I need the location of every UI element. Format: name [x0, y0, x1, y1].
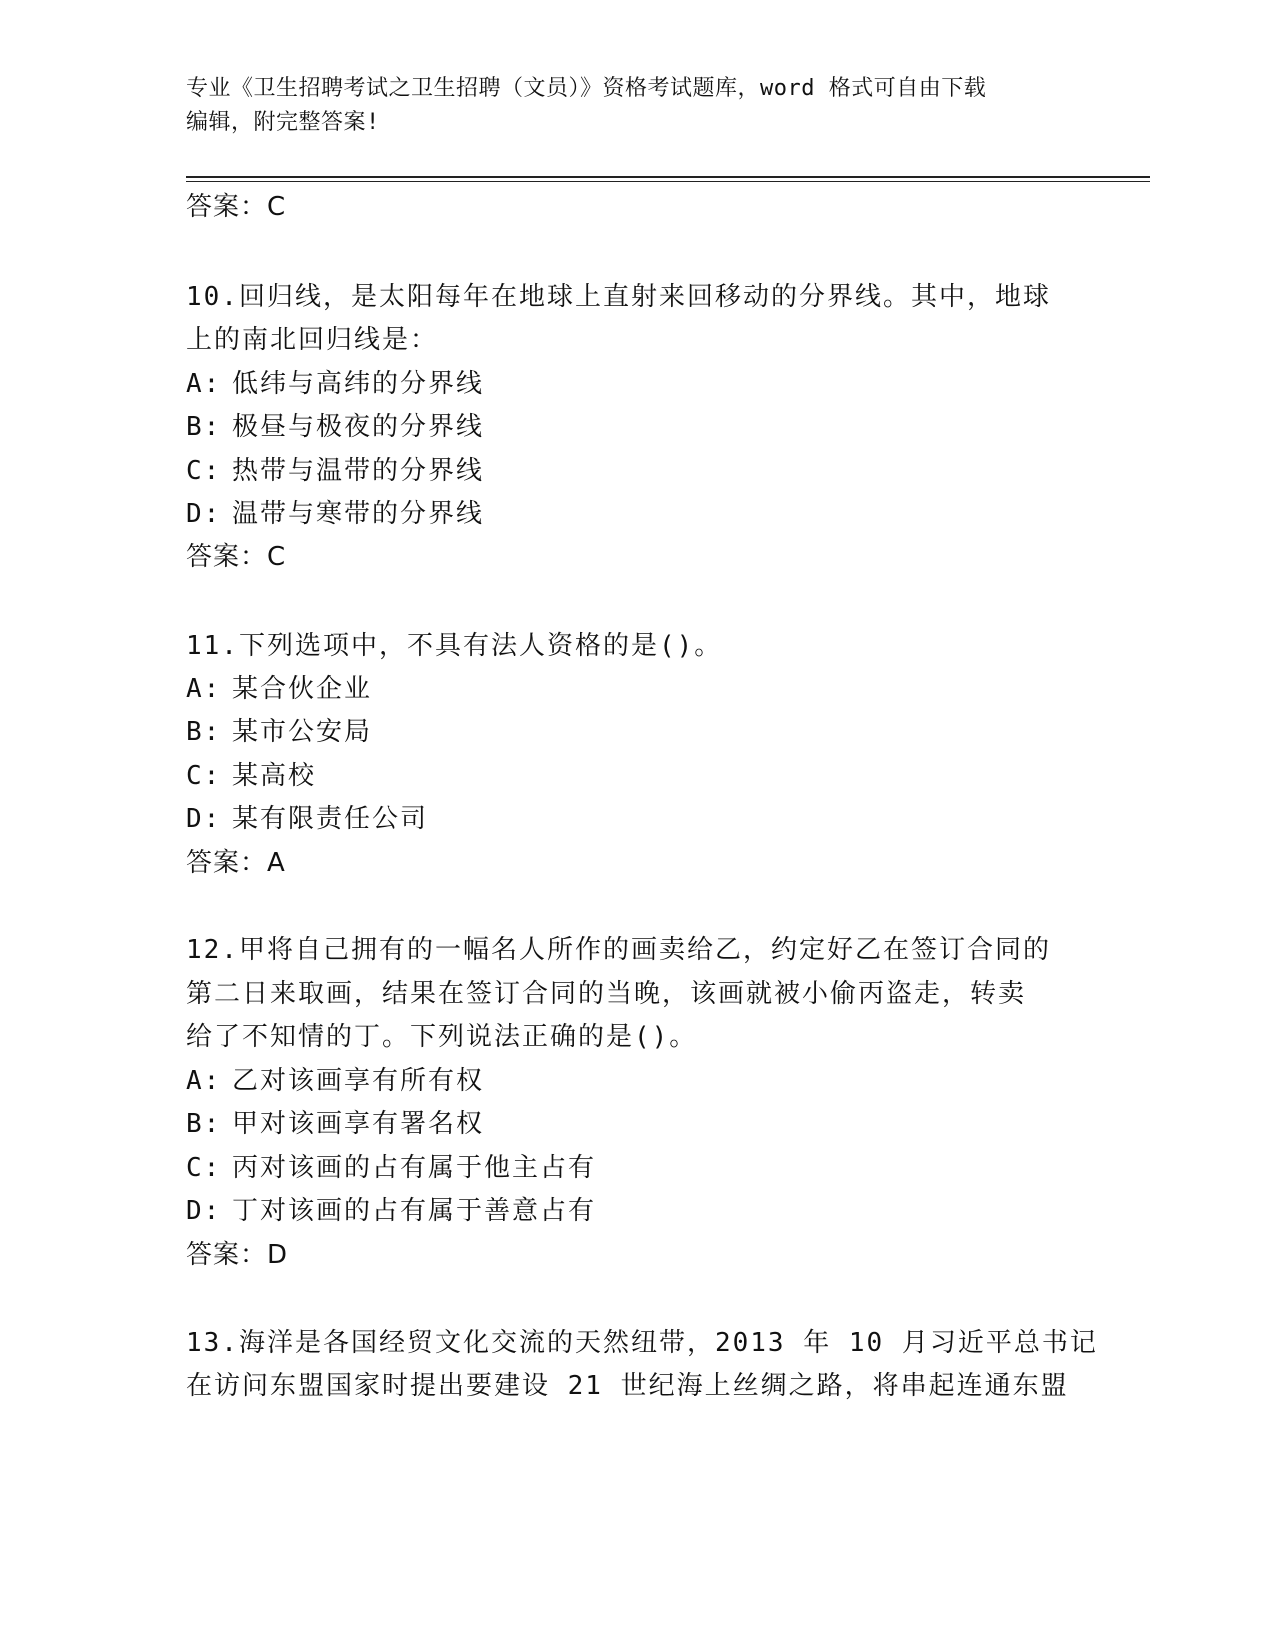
option-label: B: — [186, 412, 222, 442]
option-label: C: — [186, 1153, 222, 1183]
question-11-option-d — [186, 802, 428, 836]
question-10-option-c — [186, 454, 484, 488]
question-12-answer: 答案：D — [186, 1240, 289, 1270]
option-text: 某市公安局 — [232, 717, 373, 747]
question-10-option-d — [186, 497, 484, 531]
question-11-option-b — [186, 715, 372, 749]
option-text: 某合伙企业 — [232, 674, 373, 704]
question-11-option-a — [186, 672, 372, 706]
question-12-line-3: 给了不知情的丁。下列说法正确的是()。 — [186, 1022, 698, 1052]
option-label: C: — [186, 456, 222, 486]
option-label: D: — [186, 804, 222, 834]
option-text: 极昼与极夜的分界线 — [232, 412, 485, 442]
option-label: A: — [186, 674, 222, 704]
question-12-line-1: 12.甲将自己拥有的一幅名人所作的画卖给乙，约定好乙在签订合同的 — [186, 935, 1051, 965]
question-10-option-b — [186, 410, 484, 444]
option-text: 温带与寒带的分界线 — [232, 499, 485, 529]
question-10-line-2: 上的南北回归线是： — [186, 325, 439, 355]
option-label: B: — [186, 717, 222, 747]
question-11-answer: 答案：A — [186, 848, 286, 878]
question-12-line-2: 第二日来取画，结果在签订合同的当晚，该画就被小偷丙盗走，转卖 — [186, 979, 1027, 1009]
question-12-option-d — [186, 1194, 596, 1228]
header-line-2: 编辑，附完整答案! — [186, 110, 380, 135]
question-12-option-a — [186, 1064, 484, 1098]
previous-answer: 答案：C — [186, 192, 287, 222]
option-text: 甲对该画享有署名权 — [232, 1109, 485, 1139]
header-divider-thin — [186, 181, 1150, 182]
header-divider-thick — [186, 176, 1150, 178]
question-12-option-c — [186, 1151, 596, 1185]
option-text: 低纬与高纬的分界线 — [232, 369, 485, 399]
option-text: 乙对该画享有所有权 — [232, 1066, 485, 1096]
option-text: 丁对该画的占有属于善意占有 — [232, 1196, 597, 1226]
question-13-line-1: 13.海洋是各国经贸文化交流的天然纽带，2013 年 10 月习近平总书记 — [186, 1328, 1098, 1358]
option-text: 某有限责任公司 — [232, 804, 429, 834]
question-13-line-2: 在访问东盟国家时提出要建设 21 世纪海上丝绸之路，将串起连通东盟 — [186, 1371, 1069, 1401]
question-10-answer: 答案：C — [186, 542, 287, 572]
question-10-line-1: 10.回归线，是太阳每年在地球上直射来回移动的分界线。其中，地球 — [186, 282, 1051, 312]
option-label: A: — [186, 369, 222, 399]
document-header — [186, 72, 1086, 140]
question-12-option-b — [186, 1107, 484, 1141]
option-text: 丙对该画的占有属于他主占有 — [232, 1153, 597, 1183]
header-line-1: 专业《卫生招聘考试之卫生招聘（文员）》资格考试题库，word 格式可自由下载 — [186, 76, 987, 101]
option-label: B: — [186, 1109, 222, 1139]
option-label: C: — [186, 761, 222, 791]
question-11-line-1: 11.下列选项中，不具有法人资格的是()。 — [186, 631, 723, 661]
option-label: D: — [186, 499, 222, 529]
option-text: 热带与温带的分界线 — [232, 456, 485, 486]
question-11-option-c — [186, 759, 316, 793]
option-text: 某高校 — [232, 761, 317, 791]
question-10-option-a — [186, 367, 484, 401]
option-label: A: — [186, 1066, 222, 1096]
option-label: D: — [186, 1196, 222, 1226]
